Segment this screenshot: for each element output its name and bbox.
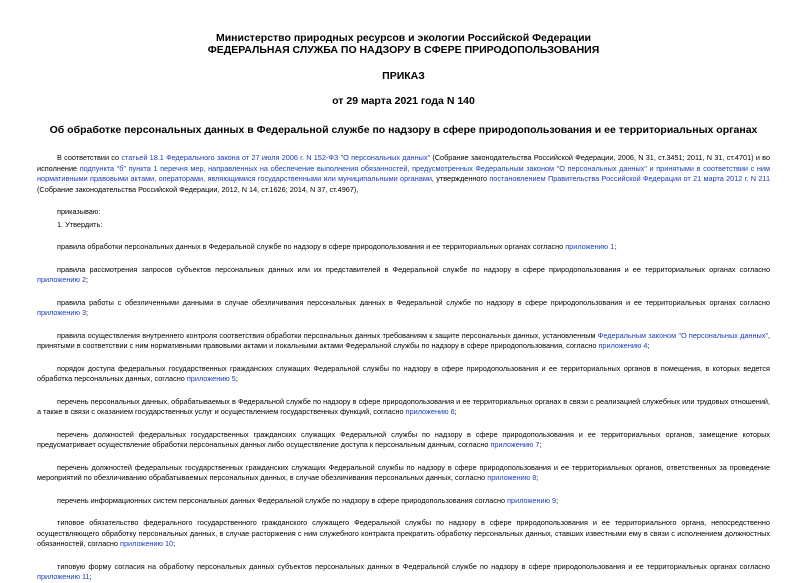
appendix-link[interactable]: приложению 4: [598, 341, 648, 350]
document-body: [37, 153, 770, 583]
list-item: [37, 518, 770, 550]
appendix-link[interactable]: приложению 8: [487, 473, 537, 482]
item-text: перечень должностей федеральных государственных гражданских служащих Федеральной службы по надзору в сфере природопользования и ее территориальных органов, ответственных за проведение мероприятий по обезличиванию обрабатываемых персональных данных, в случае обезличивания персональных данных, согласно: [37, 462, 770, 482]
item-text: , принятыми в соответствии с ним нормативными правовыми актами и локальными актами Федеральной службы по надзору в сфере природопользования, согласно: [37, 330, 770, 350]
approve-clause: 1. Утвердить:: [57, 219, 103, 229]
preamble-text: , утвержденного: [431, 174, 490, 183]
ministry-name: Министерство природных ресурсов и экологии Российской Федерации: [215, 32, 592, 44]
government-decree-link[interactable]: постановлением Правительства Российской Федерации от 21 марта 2012 г. N 211: [489, 174, 771, 183]
law-152-link[interactable]: статьей 18.1 Федерального закона от 27 июля 2006 г. N 152-ФЗ "О персональных данных": [121, 153, 431, 162]
item-text: перечень информационных систем персональных данных Федеральной службе по надзору в сфере природопользования согласно: [57, 495, 508, 505]
item-text: правила осуществления внутреннего контроля соответствия обработки персональных данных требованиям к защите персональных данных, установленным: [57, 330, 598, 340]
item-end: ;: [173, 539, 176, 548]
item-end: ;: [539, 440, 542, 449]
item-text: порядок доступа федеральных государственных гражданских служащих Федеральной службы по надзору в сфере природопользования и ее территориальных органов в помещения, в которых ведется обработка персональных данных, согласно: [37, 363, 770, 383]
item-end: ;: [89, 572, 92, 581]
preamble-text: (Собрание законодательства Российской Федерации, 2006, N 31, ст.3451; 2011, N 31, ст.4701) и во исполнение: [37, 153, 771, 173]
list-item: [37, 430, 770, 451]
item-end: ;: [536, 473, 539, 482]
document-date-number: от 29 марта 2021 года N 140: [332, 95, 475, 107]
list-item: [37, 463, 770, 484]
service-name: ФЕДЕРАЛЬНАЯ СЛУЖБА ПО НАДЗОРУ В СФЕРЕ ПРИРОДОПОЛЬЗОВАНИЯ: [207, 44, 600, 56]
preamble-text: В соответствии со: [57, 153, 122, 162]
item-text: перечень должностей федеральных государственных гражданских служащих Федеральной службы по надзору в сфере природопользования и ее территориальных органов, замещение которых предусматривает осуществление обработки персональных данных либо осуществление доступа к персональным данным, согласно: [37, 429, 770, 449]
list-item: [37, 397, 770, 418]
item-text: правила рассмотрения запросов субъектов персональных данных или их представителей в Федеральной службе по надзору в сфере природопользования и ее территориальных органах согласно: [57, 264, 770, 274]
appendix-link[interactable]: приложению 2: [37, 275, 87, 284]
item-text: типовое обязательство федерального государственного гражданского служащего Федеральной службы по надзору в сфере природопользования и ее территориального органа, непосредственно осуществляющего обработку персональных данных, в случае расторжения с ним служебного контракта прекратить обработку персональных данных, ставших известными ему в связи с исполнением должностных обязанностей, согласно: [37, 518, 770, 548]
item-end: ;: [235, 374, 238, 383]
document-title: Об обработке персональных данных в Федеральной службе по надзору в сфере природопользования и ее территориальных органах: [49, 124, 758, 136]
list-item: [37, 496, 770, 507]
appendix-link[interactable]: приложению 7: [490, 440, 540, 449]
list-item: [37, 562, 770, 583]
appendix-link[interactable]: приложению 5: [186, 374, 236, 383]
law-link[interactable]: Федеральным законом "О персональных данных": [597, 330, 768, 340]
appendix-link[interactable]: приложению 6: [405, 407, 455, 416]
list-item: [37, 298, 770, 319]
list-item: [37, 364, 770, 385]
appendix-link[interactable]: приложению 11: [37, 572, 90, 581]
list-item: [37, 242, 770, 253]
preamble: [37, 153, 770, 195]
preamble-text: (Собрание законодательства Российской Федерации, 2012, N 14, ст.1626; 2014, N 37, ст.4967),: [37, 184, 359, 194]
item-end: ;: [86, 308, 89, 317]
order-word: приказываю:: [57, 207, 101, 216]
item-end: ;: [454, 407, 457, 416]
item-text: правила работы с обезличенными данными в случае обезличивания персональных данных в Федеральной службе по надзору в сфере природопользования и ее территориальных органах согласно: [57, 297, 770, 307]
item-end: ;: [556, 495, 559, 505]
item-end: ;: [86, 275, 89, 284]
appendix-link[interactable]: приложению 3: [37, 308, 87, 317]
appendix-link[interactable]: приложению 9: [507, 495, 557, 505]
appendix-link[interactable]: приложению 10: [120, 539, 174, 548]
appendix-link[interactable]: приложению 1: [565, 242, 615, 251]
item-text: перечень персональных данных, обрабатываемых в Федеральной службе по надзору в сфере природопользования и ее территориальных органах в связи с реализацией служебных или трудовых отношений, а также в связи с оказанием государственных услуг и осуществлением государственных функций, согласно: [37, 396, 770, 416]
list-item: [37, 265, 770, 286]
item-end: ;: [614, 242, 617, 251]
item-text: правила обработки персональных данных в Федеральной службе по надзору в сфере природопользования и ее территориальных органах согласно: [57, 242, 566, 251]
measures-list-link[interactable]: подпункта "б" пункта 1 перечня мер, направленных на обеспечение выполнения обязанностей, предусмотренных Федеральным законом "О персональных данных" и принятыми в соответствии с ним нормативными правовыми актами, операторами, являющимися государственными или муниципальными органами: [37, 163, 770, 183]
item-end: ;: [647, 341, 650, 350]
item-text: типовую форму согласия на обработку персональных данных субъектов персональных данных в Федеральной службе по надзору в сфере природопользования и ее территориальных органах согласно: [57, 561, 770, 571]
list-item: [37, 331, 770, 352]
document-type: ПРИКАЗ: [382, 70, 425, 82]
